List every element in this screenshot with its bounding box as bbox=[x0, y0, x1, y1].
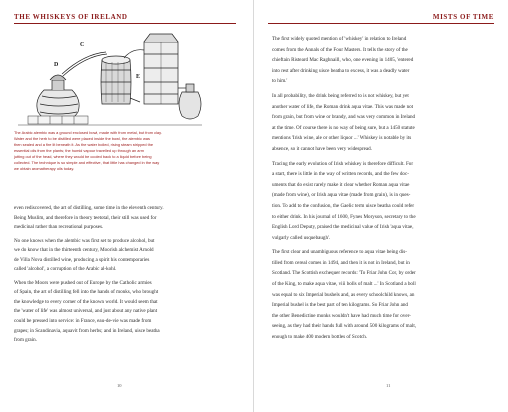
body-line: No one knows when the alembic was first set to produce alcohol, but bbox=[14, 237, 155, 244]
body-line: Tracing the early evolution of Irish whiskey is therefore difficult. For bbox=[272, 160, 414, 167]
caption-line: collected. The technique is so simple and effective, that little has changed in the way bbox=[14, 160, 160, 166]
body-line: vulgarly called usquebaugh'. bbox=[272, 234, 331, 241]
body-line: When the Moors were pushed out of Europe by the Catholic armies bbox=[14, 279, 152, 286]
left-running-head: THE WHISKEYS OF IRELAND bbox=[14, 13, 128, 21]
body-line: at the time. Of course there is no way of being sure, but a 1450 statute bbox=[272, 124, 415, 131]
right-running-head: MISTS OF TIME bbox=[432, 13, 494, 21]
right-page bbox=[254, 0, 508, 412]
body-line: called 'alcohol', a corruption of the Arabic al-kohl. bbox=[14, 266, 117, 273]
body-line: from grain, but from wine or brandy, and was very common in Ireland bbox=[272, 114, 416, 121]
figure-letter-d: D bbox=[54, 62, 59, 68]
body-line: comes from the Annals of the Four Masters. It tells the story of the bbox=[272, 46, 408, 53]
body-line: English Lord Deputy, praised the medicinal value of Irish 'aqua vitae, bbox=[272, 224, 414, 231]
alembic-illustration bbox=[14, 30, 204, 126]
body-line: from grain. bbox=[14, 337, 37, 344]
figure-letter-c: C bbox=[80, 42, 85, 48]
right-page-number: 11 bbox=[386, 383, 391, 388]
left-head-rule bbox=[14, 23, 236, 24]
alembic-engraving bbox=[14, 30, 204, 126]
right-head-rule bbox=[268, 23, 494, 24]
body-line: grapes; in Scandinavia, aquavit from herbs; and in Ireland, uisce beatha bbox=[14, 327, 160, 334]
body-line: was equal to six Imperial bushels and, as every schoolchild knows, an bbox=[272, 291, 415, 298]
right-body-text bbox=[272, 34, 498, 343]
caption-line: we obtain aromatherapy oils today. bbox=[14, 166, 75, 172]
left-page-number: 10 bbox=[117, 383, 122, 388]
body-line: a start, there is little in the way of written records, and the few doc- bbox=[272, 171, 409, 178]
figure-caption bbox=[14, 130, 242, 172]
caption-line: jutting out of the head, where they would be cooled back to a liquid before being bbox=[14, 154, 152, 160]
body-line: seeing, as they had their hands full with around 500 kilograms of malt, bbox=[272, 323, 417, 330]
body-line: absence, so it cannot have been very widespread. bbox=[272, 145, 372, 152]
body-line: another water of life, the Roman drink aqua vitae. This was made not bbox=[272, 103, 414, 110]
body-line: even rediscovered, the art of distilling, some time in the eleventh century. bbox=[14, 205, 164, 211]
body-line: (made from wine), or Irish aqua vitae (made from grain), is in ques- bbox=[272, 192, 411, 199]
body-line: tilled from cereal comes in 1494, and then it is not in Ireland, but in bbox=[272, 259, 410, 266]
body-line: Imperial bushel is the best part of ten kilograms. So Friar John and bbox=[272, 302, 408, 309]
body-line: of the King, to make aqua vitae, viii bolls of malt ...' In Scotland a boll bbox=[272, 281, 416, 288]
body-line: chieftain Risteard Mac Raghnaill, who, one evening in 1405, 'entered bbox=[272, 57, 414, 64]
body-line: the other Benedictine monks wouldn't have had much time for over- bbox=[272, 312, 411, 319]
body-line: mentions 'Irish wine, ale or other liquor ...' Whiskey is notable by its bbox=[272, 135, 412, 142]
body-line: medicinal rather than recreational purposes. bbox=[14, 224, 104, 231]
body-line: the knowledge to every corner of the known world. It would seem that bbox=[14, 298, 158, 305]
body-line: uments that do exist rarely make it clear whether Roman aqua vitae bbox=[272, 181, 410, 188]
caption-line: The Arabic alembic was a ground enclosed bowl, made with from metal, but from clay. bbox=[14, 130, 162, 135]
caption-line: then sealed and a fire lit beneath it. As the water boiled, rising steam stripped the bbox=[14, 142, 154, 148]
body-line: to either drink. In his journal of 1600, Fynes Moryson, secretary to the bbox=[272, 213, 416, 220]
body-line: de Villa Nova distilled wine, producing a spirit his contemporaries bbox=[14, 256, 150, 263]
body-line: of Spain, the art of distilling fell into the hands of monks, who brought bbox=[14, 289, 159, 296]
caption-line: Water and the herb to be distilled were placed inside the bowl, the alembic was bbox=[14, 136, 150, 142]
body-line: the 'water of life' was almost universal, and just about any native plant bbox=[14, 308, 158, 315]
body-line: The first widely quoted mention of 'whiskey' in relation to Ireland bbox=[272, 36, 407, 42]
body-line: to him.' bbox=[272, 78, 288, 85]
body-line: enough to make 400 modern bottles of Scotch. bbox=[272, 334, 368, 341]
left-body-text bbox=[14, 204, 242, 346]
body-line: The first clear and unambiguous reference to aqua vitae being dis- bbox=[272, 249, 407, 256]
body-line: In all probability, the drink being referred to is not whiskey, but yet bbox=[272, 92, 409, 99]
body-line: tion. To add to the confusion, the Gaelic term uisce beatha could refer bbox=[272, 202, 415, 209]
body-line: we do know that in the thirteenth century, Moorish alchemist Arnold bbox=[14, 247, 154, 254]
body-line: could be pressed into service: in France, eau-de-vie was made from bbox=[14, 318, 152, 325]
body-line: Being Muslim, and therefore in theory teetotal, their still was used for bbox=[14, 214, 157, 221]
figure-letter-e: E bbox=[136, 74, 141, 80]
body-line: Scotland. The Scottish exchequer records: 'To Friar John Cor, by order bbox=[272, 270, 416, 277]
caption-line: essential oils from the plants; the humid vapour travelled up through an arm bbox=[14, 148, 144, 154]
body-line: into rest after drinking uisce beatha to excess, it was a deadly water bbox=[272, 67, 410, 74]
